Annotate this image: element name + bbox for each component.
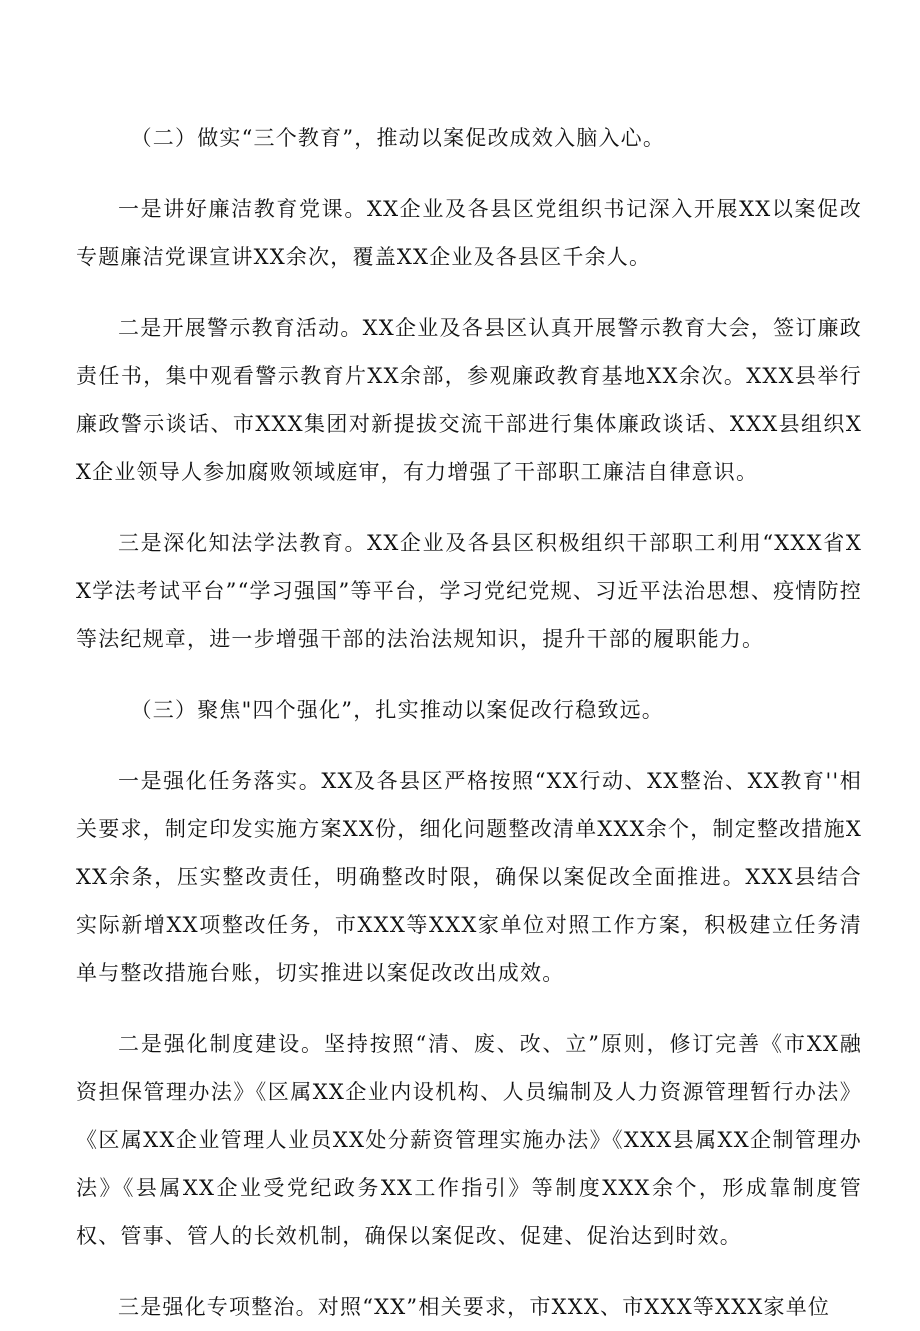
section-heading-three: （三）聚焦"四个强化”，扎实推动以案促改行稳致远。 bbox=[130, 698, 664, 722]
paragraph-system-building: 二是强化制度建设。坚持按照“清、废、改、立”原则，修订完善《市XX融资担保管理办法》《区属XX企业内设机构、人员编制及人力资源管理暂行办法》《区属XX企业管理人业员XX处分薪资管理实施办法》《XXX县属XX企制管理办法》《县属XX企业受党纪政务XX工作指引》等制度XXX余个，形成靠制度管权、管事、管人的长效机制，确保以案促改、促建、促治达到时效。 bbox=[76, 1032, 862, 1248]
paragraph-warning-education: 二是开展警示教育活动。XX企业及各县区认真开展警示教育大会，签订廉政责任书，集中观看警示教育片XX余部，参观廉政教育基地XX余次。XXX县举行廉政警示谈话、市XXX集团对新提拔交流干部进行集体廉政谈话、XXX县组织XX企业领导人参加腐败领域庭审，有力增强了干部职工廉洁自律意识。 bbox=[76, 316, 862, 484]
paragraph-law-education: 三是深化知法学法教育。XX企业及各县区积极组织干部职工利用“XXX省XX学法考试平台”“学习强国”等平台，学习党纪党规、习近平法治思想、疫情防控等法纪规章，进一步增强干部的法治法规知识，提升干部的履职能力。 bbox=[76, 531, 862, 651]
paragraph-task-implementation: 一是强化任务落实。XX及各县区严格按照“XX行动、XX整治、XX教育''相关要求，制定印发实施方案XX份，细化问题整改清单XXX余个，制定整改措施XXX余条，压实整改责任，明确整改时限，确保以案促改全面推进。XXX县结合实际新增XX项整改任务，市XXX等XXX家单位对照工作方案，积极建立任务清单与整改措施台账，切实推进以案促改改出成效。 bbox=[76, 769, 862, 985]
section-heading-two: （二）做实“三个教育”，推动以案促改成效入脑入心。 bbox=[130, 126, 666, 150]
paragraph-party-lesson: 一是讲好廉洁教育党课。XX企业及各县区党组织书记深入开展XX以案促改专题廉洁党课宣讲XX余次，覆盖XX企业及各县区千余人。 bbox=[76, 197, 862, 269]
paragraph-special-rectification: 三是强化专项整治。对照“XX”相关要求，市XXX、市XXX等XXX家单位 bbox=[118, 1295, 831, 1319]
